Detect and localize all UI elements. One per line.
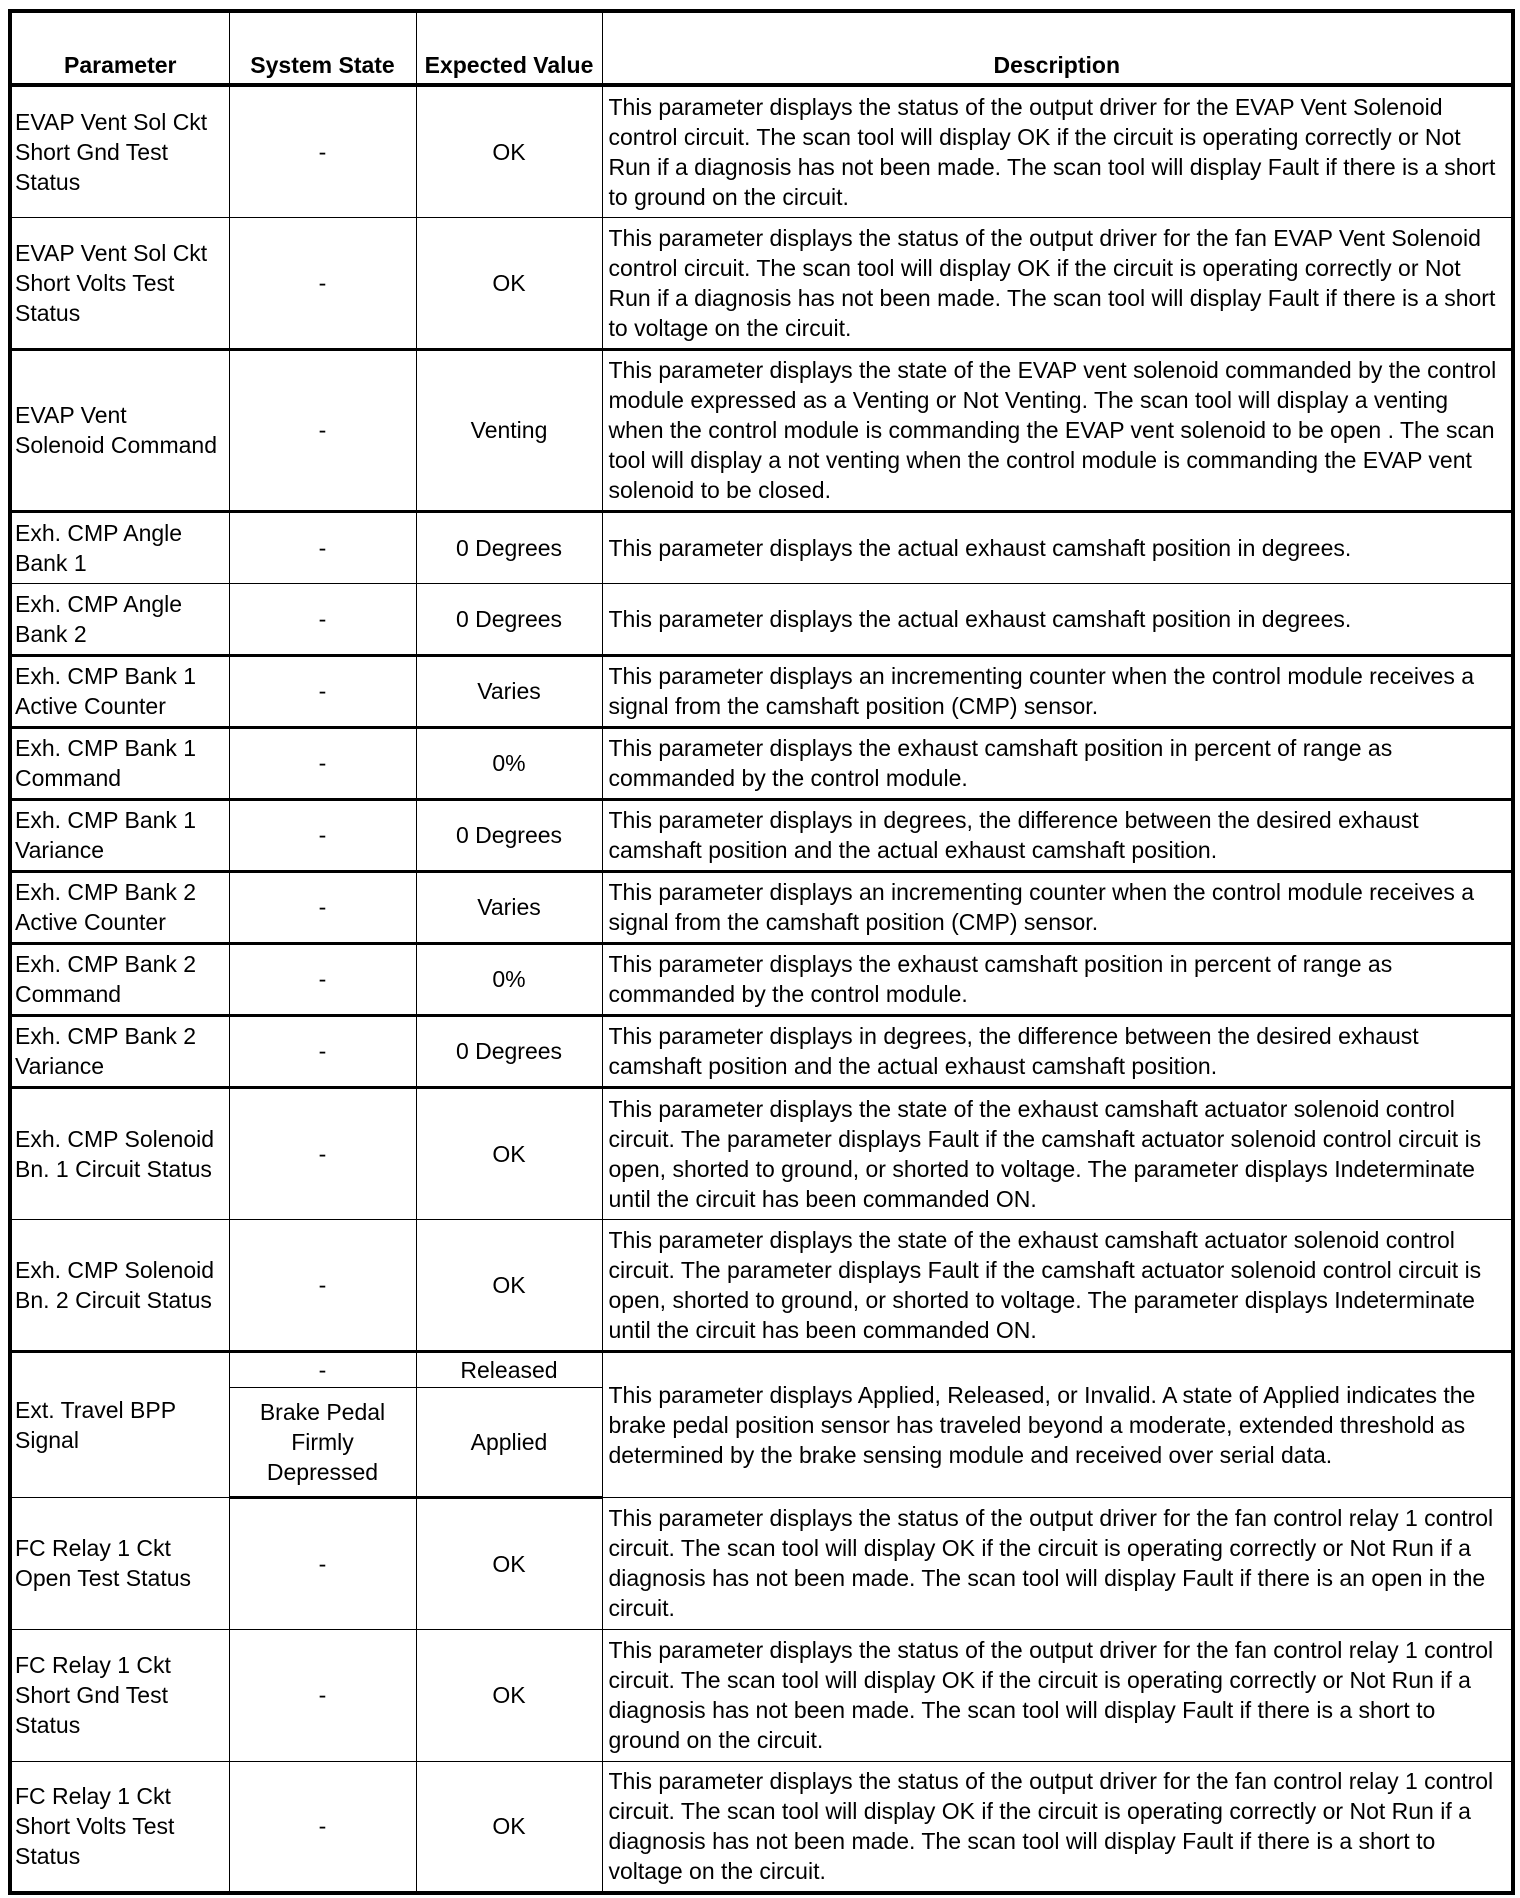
- description-cell: This parameter displays the exhaust camshaft position in percent of range as commanded by the control module.: [602, 943, 1513, 1015]
- expected-value-cell: 0 Degrees: [416, 1015, 602, 1087]
- table-row: [10, 1497, 1513, 1629]
- parameter-cell: Exh. CMP Solenoid Bn. 1 Circuit Status: [10, 1087, 229, 1219]
- expected-value-cell: 0%: [416, 943, 602, 1015]
- parameter-cell: FC Relay 1 Ckt Short Volts Test Status: [10, 1761, 229, 1893]
- parameter-cell: Exh. CMP Angle Bank 1: [10, 511, 229, 583]
- description-cell: This parameter displays the state of the EVAP vent solenoid commanded by the control module expressed as a Venting or Not Venting. The scan tool will display a venting when the control module is commanding the EVAP vent solenoid to be open . The scan tool will display a not venting when the control module is commanding the EVAP vent solenoid to be closed.: [602, 349, 1513, 511]
- description-cell: This parameter displays the state of the exhaust camshaft actuator solenoid control circuit. The parameter displays Fault if the camshaft actuator solenoid control circuit is open, shorted to ground, or shorted to voltage. The parameter displays Indeterminate until the circuit has been commanded ON.: [602, 1219, 1513, 1351]
- parameter-cell: FC Relay 1 Ckt Open Test Status: [10, 1497, 229, 1629]
- description-cell: This parameter displays the status of the output driver for the fan EVAP Vent Solenoid control circuit. The scan tool will display OK if the circuit is operating correctly or Not Run if a diagnosis has not been made. The scan tool will display Fault if there is a short to voltage on the circuit.: [602, 217, 1513, 349]
- parameter-cell: EVAP Vent Sol Ckt Short Volts Test Status: [10, 217, 229, 349]
- parameter-cell: Exh. CMP Bank 1 Active Counter: [10, 655, 229, 727]
- description-cell: This parameter displays an incrementing counter when the control module receives a signal from the camshaft position (CMP) sensor.: [602, 871, 1513, 943]
- table-row: [10, 85, 1513, 217]
- expected-value-cell: OK: [416, 1497, 602, 1629]
- parameter-cell: Exh. CMP Angle Bank 2: [10, 583, 229, 655]
- table-row: [10, 1351, 1513, 1387]
- header-description: Description: [602, 11, 1513, 85]
- system-state-cell: -: [229, 583, 416, 655]
- system-state-cell: -: [229, 1219, 416, 1351]
- description-cell: This parameter displays the status of the output driver for the fan control relay 1 control circuit. The scan tool will display OK if the circuit is operating correctly or Not Run if a diagnosis has not been made. The scan tool will display Fault if there is an open in the circuit.: [602, 1497, 1513, 1629]
- system-state-cell: -: [229, 217, 416, 349]
- parameter-cell: Exh. CMP Bank 2 Active Counter: [10, 871, 229, 943]
- expected-value-cell: 0%: [416, 727, 602, 799]
- description-cell: This parameter displays the exhaust camshaft position in percent of range as commanded by the control module.: [602, 727, 1513, 799]
- description-cell: This parameter displays the status of the output driver for the fan control relay 1 control circuit. The scan tool will display OK if the circuit is operating correctly or Not Run if a diagnosis has not been made. The scan tool will display Fault if there is a short to voltage on the circuit.: [602, 1761, 1513, 1893]
- system-state-cell: Brake Pedal Firmly Depressed: [229, 1387, 416, 1497]
- description-cell: This parameter displays the state of the exhaust camshaft actuator solenoid control circuit. The parameter displays Fault if the camshaft actuator solenoid control circuit is open, shorted to ground, or shorted to voltage. The parameter displays Indeterminate until the circuit has been commanded ON.: [602, 1087, 1513, 1219]
- system-state-cell: -: [229, 1629, 416, 1761]
- expected-value-cell: Varies: [416, 871, 602, 943]
- system-state-cell: -: [229, 1761, 416, 1893]
- expected-value-cell: 0 Degrees: [416, 583, 602, 655]
- table-row: [10, 799, 1513, 871]
- parameter-table: [8, 9, 1515, 1895]
- expected-value-cell: OK: [416, 1219, 602, 1351]
- parameter-cell: Exh. CMP Bank 1 Variance: [10, 799, 229, 871]
- description-cell: This parameter displays in degrees, the difference between the desired exhaust camshaft position and the actual exhaust camshaft position.: [602, 799, 1513, 871]
- description-cell: This parameter displays the actual exhaust camshaft position in degrees.: [602, 511, 1513, 583]
- system-state-cell: -: [229, 1015, 416, 1087]
- expected-value-cell: Applied: [416, 1387, 602, 1497]
- system-state-cell: -: [229, 799, 416, 871]
- expected-value-cell: OK: [416, 85, 602, 217]
- parameter-cell: Exh. CMP Bank 2 Variance: [10, 1015, 229, 1087]
- expected-value-cell: Varies: [416, 655, 602, 727]
- system-state-cell: -: [229, 511, 416, 583]
- parameter-cell: EVAP Vent Sol Ckt Short Gnd Test Status: [10, 85, 229, 217]
- parameter-cell: Ext. Travel BPP Signal: [10, 1351, 229, 1497]
- parameter-cell: Exh. CMP Bank 2 Command: [10, 943, 229, 1015]
- parameter-cell: EVAP Vent Solenoid Command: [10, 349, 229, 511]
- header-system-state: System State: [229, 11, 416, 85]
- description-cell: This parameter displays the status of the output driver for the fan control relay 1 control circuit. The scan tool will display OK if the circuit is operating correctly or Not Run if a diagnosis has not been made. The scan tool will display Fault if there is a short to ground on the circuit.: [602, 1629, 1513, 1761]
- table-row: [10, 1015, 1513, 1087]
- table-row: [10, 1219, 1513, 1351]
- table-row: [10, 349, 1513, 511]
- system-state-cell: -: [229, 871, 416, 943]
- table-row: [10, 511, 1513, 583]
- table-row: [10, 1629, 1513, 1761]
- parameter-cell: FC Relay 1 Ckt Short Gnd Test Status: [10, 1629, 229, 1761]
- table-row: [10, 871, 1513, 943]
- expected-value-cell: OK: [416, 1761, 602, 1893]
- expected-value-cell: 0 Degrees: [416, 511, 602, 583]
- system-state-cell: -: [229, 1497, 416, 1629]
- expected-value-cell: OK: [416, 1087, 602, 1219]
- table-row: [10, 655, 1513, 727]
- system-state-cell: -: [229, 943, 416, 1015]
- table-row: [10, 217, 1513, 349]
- system-state-cell: -: [229, 349, 416, 511]
- expected-value-cell: OK: [416, 217, 602, 349]
- table-row: [10, 1761, 1513, 1893]
- expected-value-cell: 0 Degrees: [416, 799, 602, 871]
- expected-value-cell: Venting: [416, 349, 602, 511]
- system-state-cell: -: [229, 727, 416, 799]
- description-cell: This parameter displays the actual exhaust camshaft position in degrees.: [602, 583, 1513, 655]
- parameter-cell: Exh. CMP Bank 1 Command: [10, 727, 229, 799]
- system-state-cell: -: [229, 1087, 416, 1219]
- table-row: [10, 1087, 1513, 1219]
- table-row: [10, 583, 1513, 655]
- system-state-cell: -: [229, 1351, 416, 1387]
- expected-value-cell: Released: [416, 1351, 602, 1387]
- system-state-cell: -: [229, 655, 416, 727]
- header-parameter: Parameter: [10, 11, 229, 85]
- page: [8, 9, 1515, 1895]
- description-cell: This parameter displays Applied, Released, or Invalid. A state of Applied indicates the brake pedal position sensor has traveled beyond a moderate, extended threshold as determined by the brake sensing module and received over serial data.: [602, 1351, 1513, 1497]
- description-cell: This parameter displays in degrees, the difference between the desired exhaust camshaft position and the actual exhaust camshaft position.: [602, 1015, 1513, 1087]
- parameter-cell: Exh. CMP Solenoid Bn. 2 Circuit Status: [10, 1219, 229, 1351]
- expected-value-cell: OK: [416, 1629, 602, 1761]
- table-row: [10, 943, 1513, 1015]
- system-state-cell: -: [229, 85, 416, 217]
- header-expected-value: Expected Value: [416, 11, 602, 85]
- description-cell: This parameter displays an incrementing counter when the control module receives a signal from the camshaft position (CMP) sensor.: [602, 655, 1513, 727]
- header-row: [10, 11, 1513, 85]
- description-cell: This parameter displays the status of the output driver for the EVAP Vent Solenoid control circuit. The scan tool will display OK if the circuit is operating correctly or Not Run if a diagnosis has not been made. The scan tool will display Fault if there is a short to ground on the circuit.: [602, 85, 1513, 217]
- table-row: [10, 727, 1513, 799]
